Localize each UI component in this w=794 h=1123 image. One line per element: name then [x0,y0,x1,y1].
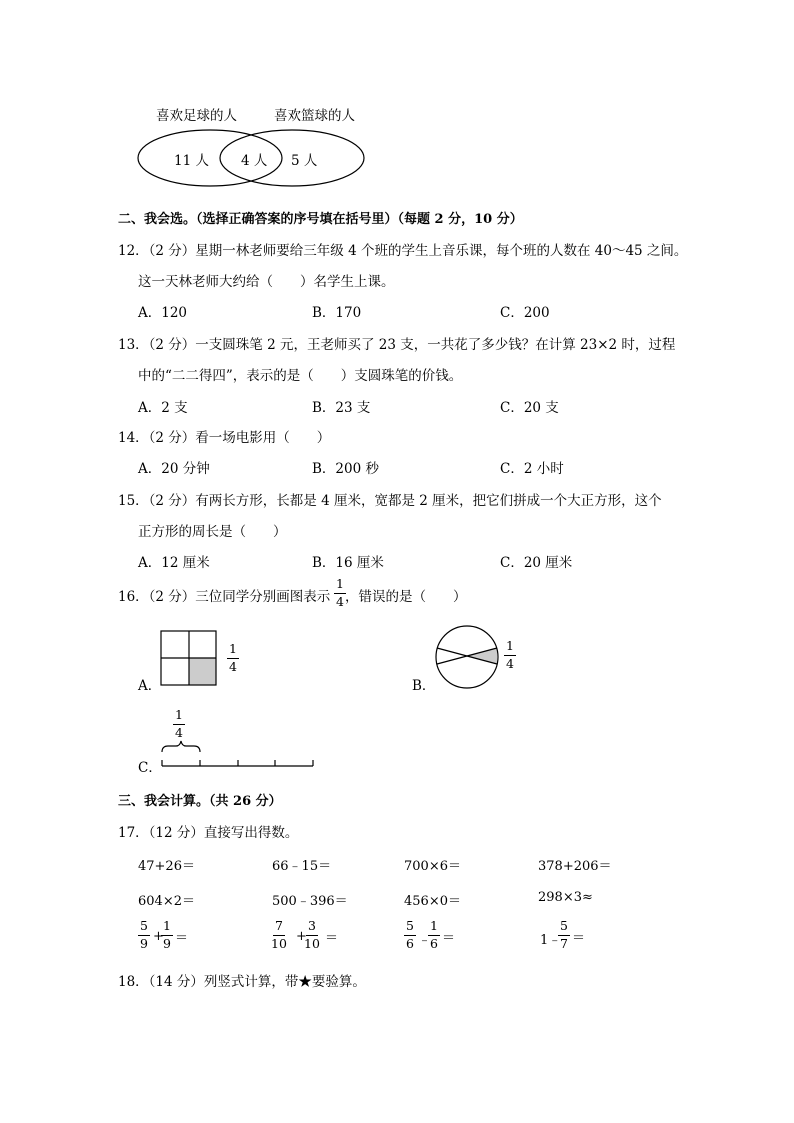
q15-line1: 15．（2 分）有两长方形，长都是 4 厘米，宽都是 2 厘米，把它们拼成一个大正方形，这个 [118,493,662,509]
q14-line1: 14．（2 分）看一场电影用（ ） [118,430,331,446]
venn-right-count: 5 人 [291,153,318,169]
number-line-figure [158,738,318,770]
quarter-brace [162,741,200,752]
shaded-sector [465,648,497,664]
q16-frac-den: 4 [336,593,344,609]
q16-suffix: ，错误的是（ ） [345,589,467,605]
shaded-quarter [189,658,216,685]
q12-line1: 12．（2 分）星期一林老师要给三年级 4 个班的学生上音乐课，每个班的人数在 40～45 之间。 [118,243,688,259]
q16-option-a[interactable]: A． [138,678,162,694]
section-3-title: 三、我会计算。（共 26 分） [118,794,282,809]
q16-prefix: 16．（2 分）三位同学分别画图表示 [118,589,331,605]
option-b-fraction: $\frac{1}{4}$ [506,638,514,671]
q15-option-a[interactable]: A．12 厘米 [138,555,210,571]
q16-option-b[interactable]: B． [412,678,436,694]
calc-item: 604×2＝ [138,894,195,909]
calc-item: 378+206＝ [538,859,612,874]
q13-option-a[interactable]: A．2 支 [138,400,188,416]
calc-item: 500﹣396＝ [272,894,348,909]
q13-option-c[interactable]: C．20 支 [500,400,559,416]
calc-item: 456×0＝ [404,894,461,909]
grid-figure [160,630,218,686]
venn-left-label: 喜欢足球的人 [156,108,237,124]
q13-line1: 13．（2 分）一支圆珠笔 2 元，王老师买了 23 支，一共花了多少钱？在计算 23×2 时，过程 [118,337,676,353]
q16-option-c[interactable]: C． [138,760,162,776]
q18-title: 18．（14 分）列竖式计算，带★要验算。 [118,974,366,990]
q12-option-c[interactable]: C．200 [500,305,550,321]
calc-item: 298×3≈ [538,890,593,905]
section-2-title: 二、我会选。（选择正确答案的序号填在括号里）（每题 2 分，10 分） [118,212,523,227]
q17-title: 17．（12 分）直接写出得数。 [118,825,299,841]
calc-item: 700×6＝ [404,859,461,874]
option-c-fraction: $\frac{1}{4}$ [175,707,183,740]
venn-right-label: 喜欢篮球的人 [274,108,355,124]
q15-option-b[interactable]: B．16 厘米 [312,555,384,571]
q13-option-b[interactable]: B．23 支 [312,400,371,416]
calc-item: 47+26＝ [138,859,195,874]
q14-option-b[interactable]: B．200 秒 [312,461,379,477]
venn-left-count: 11 人 [174,153,209,169]
circle-figure [434,624,500,690]
q14-option-c[interactable]: C．2 小时 [500,461,564,477]
q12-option-b[interactable]: B．170 [312,305,362,321]
option-a-fraction: $\frac{1}{4}$ [229,641,237,674]
q13-line2: 中的“二二得四”，表示的是（ ）支圆珠笔的价钱。 [138,368,463,384]
calc-item: 66﹣15＝ [272,859,332,874]
venn-both-count: 4 人 [241,153,268,169]
q15-option-c[interactable]: C．20 厘米 [500,555,573,571]
q15-line2: 正方形的周长是（ ） [138,524,287,540]
q16-frac-num: 1 [334,578,346,594]
q12-line2: 这一天林老师大约给（ ）名学生上课。 [138,274,395,290]
q14-option-a[interactable]: A．20 分钟 [138,461,210,477]
q12-option-a[interactable]: A．120 [138,305,188,321]
